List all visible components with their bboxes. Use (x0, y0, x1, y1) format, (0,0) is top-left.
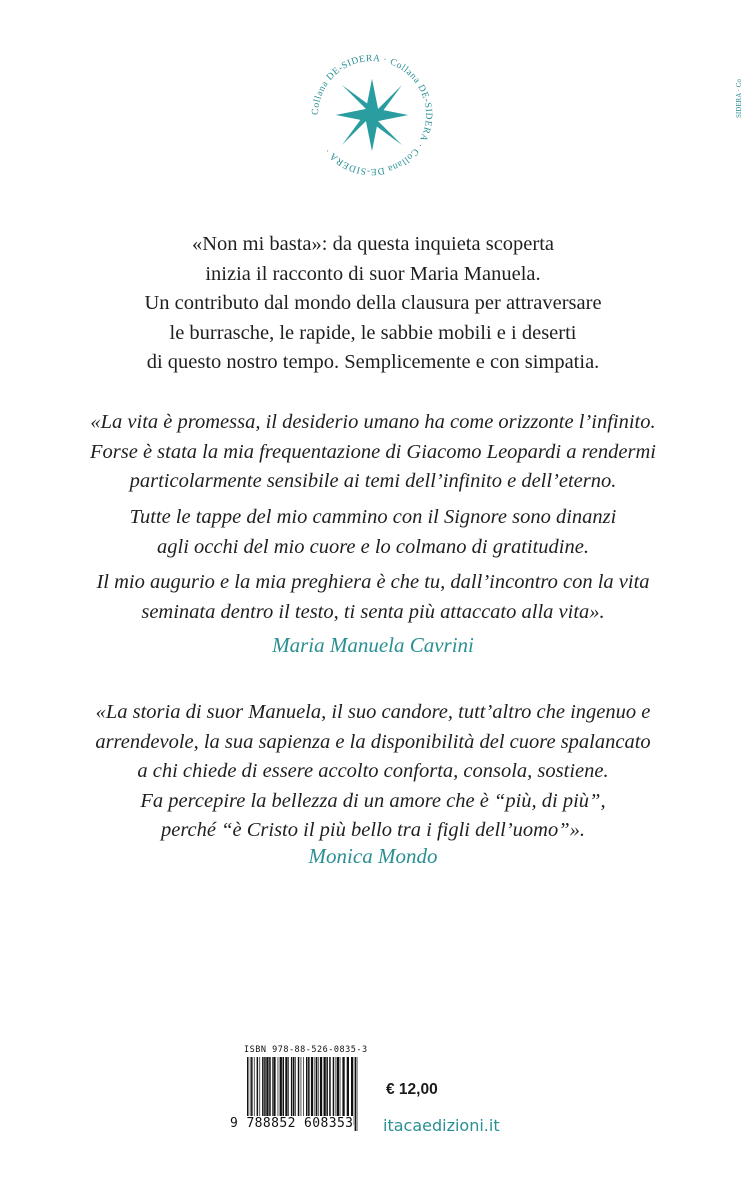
intro-line: Un contributo dal mondo della clausura per attraversare (144, 292, 602, 315)
website-link[interactable]: itacaedizioni.it (383, 1116, 500, 1135)
barcode-bar (298, 1057, 300, 1125)
barcode-bar (336, 1057, 337, 1125)
barcode-bar (266, 1057, 268, 1125)
quote1-paragraph-1 (0, 408, 746, 497)
quote1-author: Maria Manuela Cavrini (272, 633, 474, 657)
barcode-bar (340, 1057, 341, 1125)
barcode-bar (311, 1057, 313, 1125)
barcode-bar (283, 1057, 285, 1125)
barcode-bar (264, 1057, 266, 1125)
barcode-bar (324, 1057, 326, 1125)
barcode-bar (254, 1057, 255, 1125)
quote-line: arrendevole, la sua sapienza e la disponibilità del cuore spalancato (95, 730, 651, 753)
quote1-paragraph-2 (0, 503, 746, 562)
quote2-author: Monica Mondo (308, 844, 438, 868)
barcode-bar (285, 1057, 287, 1125)
barcode-bar (259, 1057, 260, 1125)
ean-number: 9 788852 608353 (230, 1116, 354, 1131)
quote-line: Il mio augurio e la mia preghiera è che tu, dall’incontro con la vita (96, 571, 650, 593)
quote1-paragraph-3 (0, 568, 746, 627)
barcode-bar (280, 1057, 282, 1125)
barcode-bar (269, 1057, 271, 1125)
barcode-bar (318, 1057, 319, 1125)
intro-line: di questo nostro tempo. Semplicemente e con simpatia. (146, 351, 600, 374)
spine-edge-text (733, 60, 746, 120)
intro-line: «Non mi basta»: da questa inquieta scoperta (191, 233, 555, 255)
barcode-bar (329, 1057, 331, 1125)
barcode-bar (347, 1057, 349, 1125)
barcode-bar (306, 1057, 308, 1125)
barcode-bar (316, 1057, 318, 1125)
barcode-bar (308, 1057, 310, 1125)
barcode-bar (351, 1057, 353, 1125)
barcode-bar (272, 1057, 273, 1125)
barcode-bar (293, 1057, 295, 1125)
logo-ring-text: Collana DE-SIDERA · Collana DE-SIDERA · Collana DE-SIDERA · (309, 52, 435, 178)
spine-text: SIDERA · Co (735, 79, 743, 118)
intro-text (0, 230, 746, 378)
intro-line: le burrasche, le rapide, le sabbie mobili e i deserti (169, 321, 577, 344)
collana-desidera-logo (305, 48, 439, 182)
quote-line: Fa percepire la bellezza di un amore che è “più, di più”, (140, 789, 606, 812)
barcode-bar (342, 1057, 344, 1125)
barcode-bar (273, 1057, 275, 1125)
price: € 12,00 (386, 1081, 438, 1098)
barcode-bar (257, 1057, 259, 1125)
barcode-bar (355, 1057, 357, 1131)
barcode-bar (333, 1057, 335, 1125)
quote-line: seminata dentro il testo, ti senta più attaccato alla vita». (141, 600, 605, 623)
quote-line: perché “è Cristo il più bello tra i figli dell’uomo”». (160, 819, 586, 842)
quote-line: Forse è stata la mia frequentazione di Giacomo Leopardi a rendermi (90, 440, 656, 463)
quote-line: a chi chiede di essere accolto conforta, consola, sostiene. (137, 760, 609, 783)
barcode-bar (315, 1057, 316, 1125)
quote-line: Tutte le tappe del mio cammino con il Signore sono dinanzi (129, 506, 617, 528)
barcode-bar (326, 1057, 328, 1125)
barcode-bar (291, 1057, 293, 1125)
quote2-text (0, 698, 746, 846)
barcode-bar (320, 1057, 322, 1125)
quote-line: «La vita è promessa, il desiderio umano ha come orizzonte l’infinito. (90, 411, 656, 433)
barcode-bar (303, 1057, 304, 1125)
quote-line: agli occhi del mio cuore e lo colmano di gratitudine. (157, 535, 589, 558)
barcode-bar (295, 1057, 296, 1125)
barcode-bar (337, 1057, 339, 1125)
isbn-text: ISBN 978-88-526-0835-3 (244, 1045, 368, 1055)
barcode-bar (262, 1057, 264, 1125)
star-icon (336, 79, 408, 151)
quote-line: particolarmente sensibile ai temi dell’infinito e dell’eterno. (129, 470, 617, 493)
quote-line: «La storia di suor Manuela, il suo candore, tutt’altro che ingenuo e (95, 701, 651, 723)
barcode-bar (278, 1057, 279, 1125)
barcode-bar (357, 1057, 358, 1131)
intro-line: inizia il racconto di suor Maria Manuela. (205, 262, 541, 285)
barcode-bar (288, 1057, 289, 1125)
